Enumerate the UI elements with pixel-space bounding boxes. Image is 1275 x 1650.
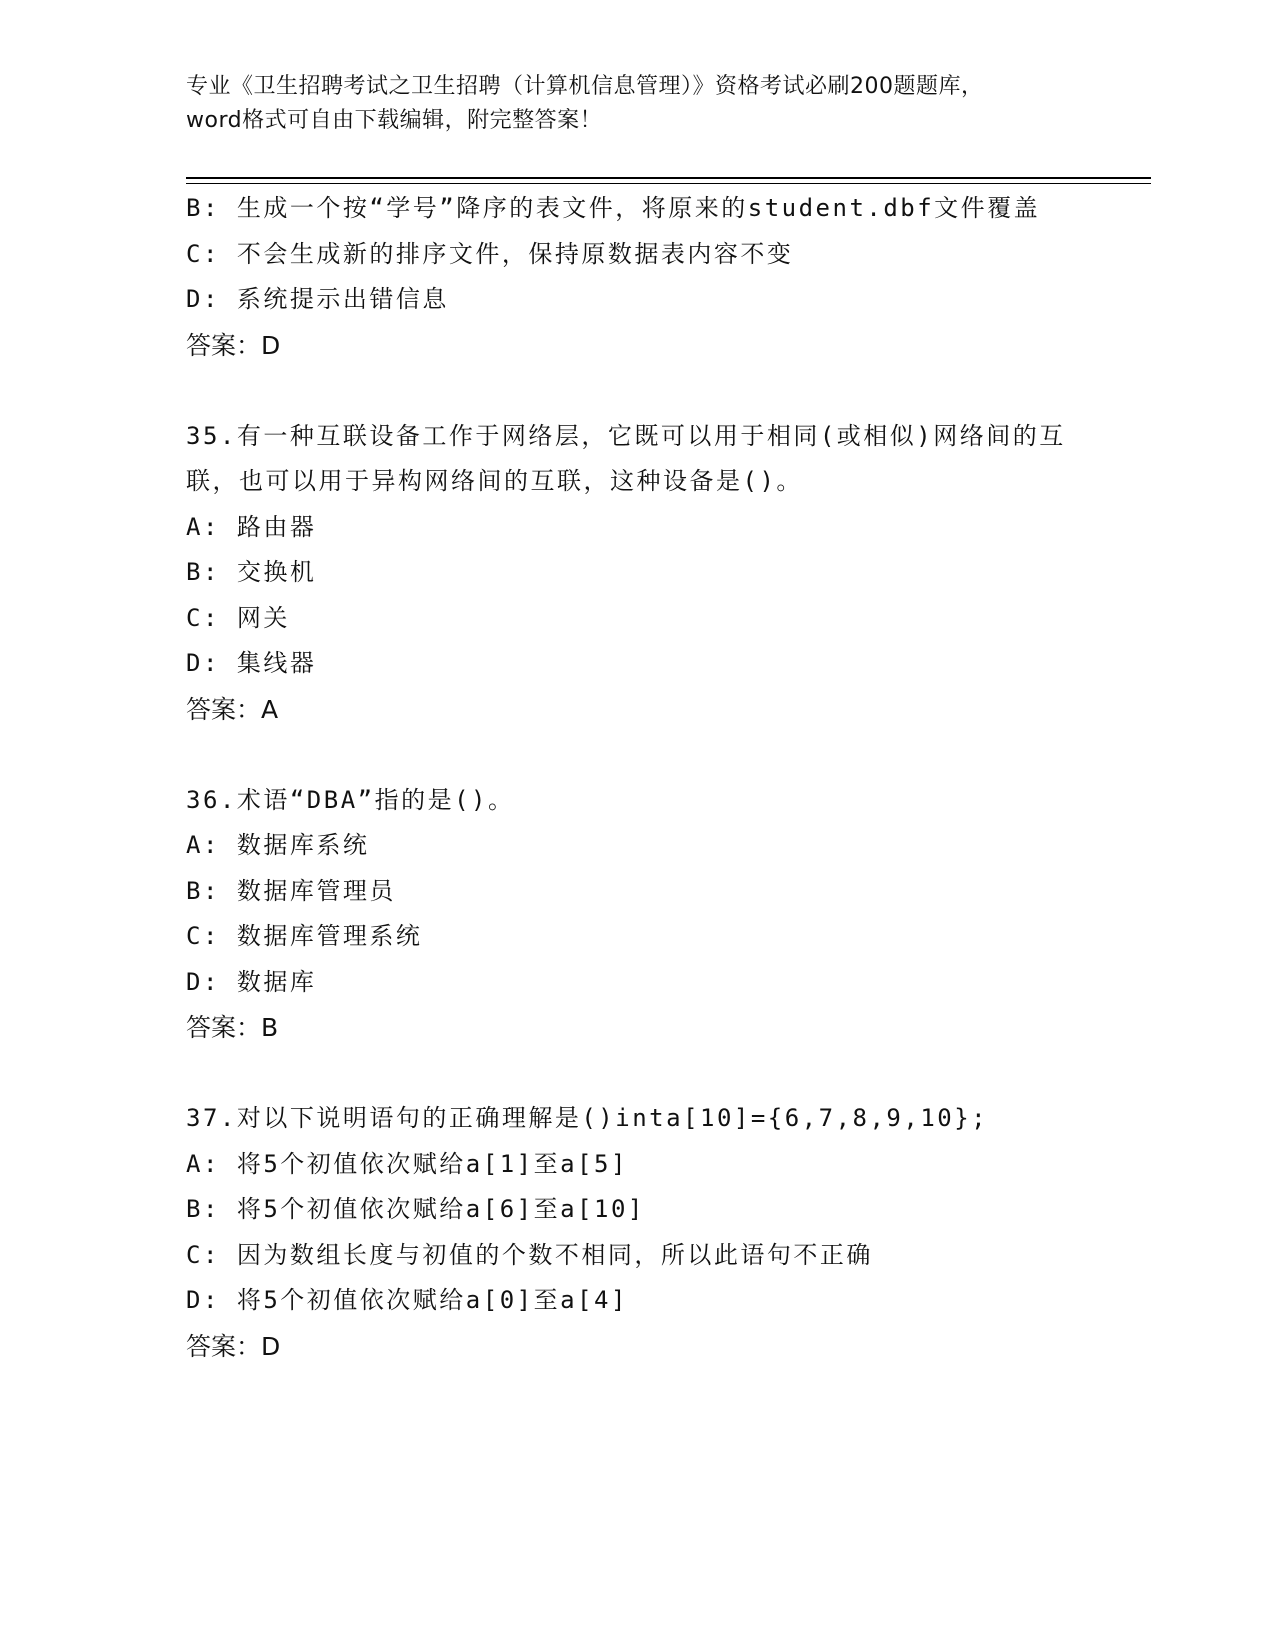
- option-d: D: 数据库: [186, 967, 317, 996]
- header-rule-thin: [186, 183, 1151, 184]
- option-b: B: 生成一个按“学号”降序的表文件，将原来的student.dbf文件覆盖: [186, 194, 1041, 222]
- option-d: D: 将5个初值依次赋给a[0]至a[4]: [186, 1286, 628, 1314]
- spacer: [186, 1051, 1076, 1097]
- header-line-1: 专业《卫生招聘考试之卫生招聘（计算机信息管理）》资格考试必刷200题题库，: [186, 74, 984, 99]
- question-34-tail: [186, 186, 1076, 368]
- option-d: D: 集线器: [186, 649, 317, 677]
- spacer: [186, 368, 1076, 414]
- question-stem: 35.有一种互联设备工作于网络层，它既可以用于相同(或相似)网络间的互联，也可以用于异构网络间的互联，这种设备是()。: [186, 421, 1066, 495]
- option-a: A: 将5个初值依次赋给a[1]至a[5]: [186, 1149, 628, 1178]
- option-b: B: 数据库管理员: [186, 876, 396, 905]
- option-c: C: 因为数组长度与初值的个数不相同，所以此语句不正确: [186, 1240, 873, 1269]
- option-a: A: 数据库系统: [186, 831, 370, 859]
- option-b: B: 交换机: [186, 558, 317, 586]
- answer: 答案：B: [186, 1013, 279, 1042]
- option-c: C: 网关: [186, 603, 290, 632]
- option-c: C: 不会生成新的排序文件，保持原数据表内容不变: [186, 239, 794, 268]
- option-c: C: 数据库管理系统: [186, 922, 423, 950]
- question-stem: 36.术语“DBA”指的是()。: [186, 785, 515, 814]
- header-line-2: word格式可自由下载编辑，附完整答案！: [186, 108, 603, 133]
- document-header: [186, 70, 1086, 138]
- header-rule-thick: [186, 177, 1151, 179]
- question-stem: 37.对以下说明语句的正确理解是()inta[10]={6,7,8,9,10};: [186, 1104, 989, 1132]
- question-35: [186, 414, 1076, 733]
- option-d: D: 系统提示出错信息: [186, 285, 449, 313]
- answer: 答案：D: [186, 330, 281, 360]
- spacer: [186, 732, 1076, 778]
- question-36: [186, 778, 1076, 1051]
- option-a: A: 路由器: [186, 512, 317, 541]
- option-b: B: 将5个初值依次赋给a[6]至a[10]: [186, 1195, 645, 1223]
- question-content: [186, 186, 1076, 1369]
- answer: 答案：A: [186, 694, 279, 724]
- question-37: [186, 1096, 1076, 1369]
- answer: 答案：D: [186, 1331, 281, 1361]
